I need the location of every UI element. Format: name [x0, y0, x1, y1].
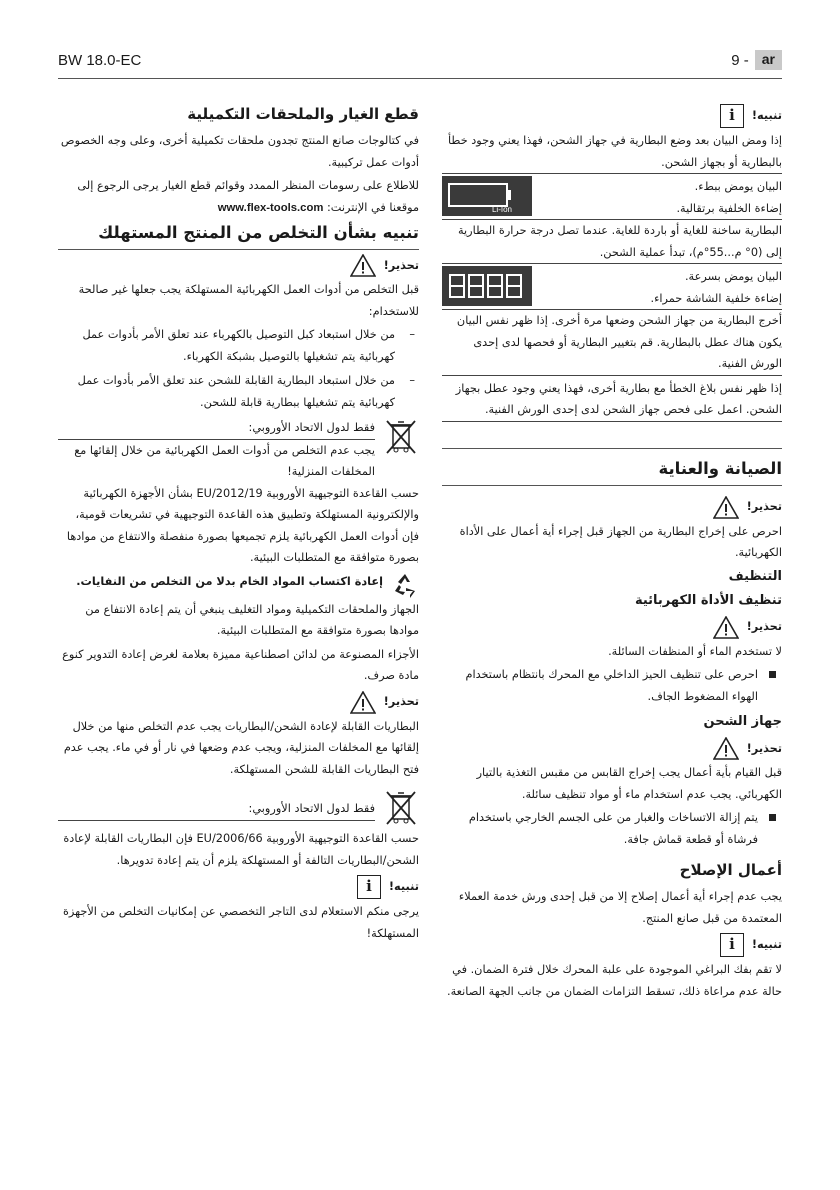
recycle-text-1: الجهاز والملحقات التكميلية ومواد التغليف ينبغي أن يتم إعادة الانتفاع من موادها بصورة متوافقة مع المتطلبات البيئية.	[85, 602, 419, 637]
clean-warning-header	[442, 616, 782, 639]
info-icon: i	[720, 933, 744, 957]
maintenance-warning-header	[442, 496, 782, 519]
header-rule	[58, 78, 782, 79]
battery-warning-text: البطاريات القابلة لإعادة الشحن/البطاريات يجب عدم التخلص منها من خلال إلقائها مع المخلفات المنزلية، ويجب عدم وضعها في نار أو في ماء. يجب عدم فتح البطاريات القابلة للشحن المستهلكة.	[63, 719, 419, 776]
list-item: – من خلال استبعاد كبل التوصيل بالكهرباء عند تعلق الأمر بأدوات عمل كهربائية يتم تشغيلها بالتوصيل بشبكة الكهرباء.	[82, 328, 415, 363]
repair-title: أعمال الإصلاح	[679, 861, 782, 879]
eu-battery-note	[58, 788, 419, 828]
spare-parts-title: قطع الغيار والملحقات التكميلية	[187, 105, 419, 123]
error-display-icon	[442, 266, 532, 306]
warning-triangle-icon	[713, 496, 739, 519]
divider	[58, 249, 419, 250]
info-icon: i	[720, 104, 744, 128]
eu-only-label: فقط لدول الاتحاد الأوروبي:	[58, 417, 375, 440]
right-column	[442, 100, 782, 1004]
info-icon: i	[357, 875, 381, 899]
no-water-text: لا تستخدم الماء أو المنظفات السائلة.	[608, 644, 782, 658]
battery-display-icon	[442, 176, 532, 216]
disposal-intro: قبل التخلص من أدوات العمل الكهربائية المستهلكة يجب جعلها غير صالحة للاستخدام:	[78, 283, 419, 318]
charger-warning-header	[442, 737, 782, 760]
left-column	[58, 100, 419, 946]
disposal-warning	[58, 254, 419, 277]
warning-triangle-icon	[350, 691, 376, 714]
list-item: يتم إزالة الاتساخات والغبار من على الجسم الخارجي باستخدام فرشاة أو قطعة قماش جافة.	[442, 807, 782, 850]
warning-label: تحذير!	[746, 620, 782, 634]
repair-note-text: لا تقم بفك البراغي الموجودة على علبة المحرك خلال فترة الضمان. في حالة عدم مراعاة ذلك، تسقط التزامات الضمان من جانب الجهة الصانعة.	[447, 963, 782, 998]
warning-label: تحذير!	[383, 695, 419, 709]
clean-tool-title: تنظيف الأداة الكهربائية	[634, 592, 782, 608]
other-battery-text: إذا ظهر نفس بلاغ الخطأ مع بطارية أخرى، فهذا يعني وجود عطل بجهاز الشحن. اعمل على فحص جهاز الشحن لدى إحدى الورش الفنية.	[442, 378, 782, 422]
charger-note-text: إذا ومض البيان بعد وضع البطارية في جهاز الشحن، فهذا يعني وجود خطأ بالبطارية أو بجهاز الشحن.	[442, 130, 782, 174]
warning-label: تحذير!	[746, 500, 782, 514]
spare-parts-text-2: للاطلاع على رسومات المنظر الممدد وقوائم قطع الغيار يرجى الرجوع إلى موقعنا في الإنترنت: www.flex-tools.com	[77, 179, 419, 214]
orange-backlight-text: إضاءة الخلفية برتقالية.	[676, 201, 782, 215]
battery-directive: حسب القاعدة التوجيهية الأوروبية 2006/66/EU فإن البطاريات القابلة لإعادة الشحن/البطاريات التالفة أو المستهلكة يلزم أن يتم إعادة تدويرها.	[63, 832, 419, 867]
warning-triangle-icon	[713, 616, 739, 639]
eu-household-note: يجب عدم التخلص من أدوات العمل الكهربائية من خلال إلقائها مع المخلفات المنزلية!	[74, 443, 375, 478]
charger-title: جهاز الشحن	[703, 714, 782, 729]
maintenance-title: الصيانة والعناية	[658, 458, 782, 478]
red-backlight-text: إضاءة خلفية الشاشة حمراء.	[650, 291, 782, 305]
recycle-icon	[391, 571, 419, 599]
slow-blink-row	[442, 176, 782, 220]
warning-label: تحذير!	[746, 741, 782, 755]
page-number: 9 -	[731, 51, 749, 69]
li-ion-label: Li-Ion	[491, 205, 512, 214]
warning-triangle-icon	[350, 254, 376, 277]
fast-blink-text: البيان يومض بسرعة.	[684, 270, 782, 283]
website-url: www.flex-tools.com	[217, 201, 324, 214]
slow-blink-text: البيان يومض ببطء.	[694, 180, 782, 193]
eu-only-label: فقط لدول الاتحاد الأوروبي:	[58, 798, 375, 821]
list-item: – من خلال استبعاد البطارية القابلة للشحن عند تعلق الأمر بأدوات عمل كهربائية يتم تشغيلها ببطارية قابلة للشحن.	[77, 374, 415, 409]
recycle-title: إعادة اكتساب المواد الخام بدلا من التخلص من النفايات.	[76, 574, 383, 588]
charger-warning-text: قبل القيام بأية أعمال يجب إخراج القابس من مقبس التغذية بالتيار الكهربائي. يجب عدم استخدام ماء أو مواد تنظيف سائلة.	[476, 766, 782, 801]
note-label: تنبيه!	[751, 109, 782, 123]
model-name: BW 18.0-EC	[58, 52, 142, 69]
note-label: تنبيه!	[388, 880, 419, 894]
warning-triangle-icon	[713, 737, 739, 760]
recycle-text-2: الأجزاء المصنوعة من لدائن اصطناعية مميزة بعلامة لغرض إعادة التدوير كنوع مادة صرف.	[62, 647, 419, 682]
crossed-bin-icon	[383, 788, 419, 828]
dealer-note-text: يرجى منكم الاستعلام لدى التاجر التخصصي عن إمكانيات التخلص من الأجهزة المستهلكة!	[63, 905, 419, 940]
disposal-list	[58, 324, 419, 413]
language-badge: ar	[755, 50, 782, 70]
dealer-note-header	[58, 875, 419, 899]
divider	[442, 485, 782, 486]
note-label: تنبيه!	[751, 938, 782, 952]
page-indicator	[731, 50, 782, 70]
warning-label: تحذير!	[383, 258, 419, 272]
list-item: احرص على تنظيف الحيز الداخلي مع المحرك بانتظام باستخدام الهواء المضغوط الجاف.	[442, 664, 782, 707]
repair-note-header	[442, 933, 782, 957]
charger-note-header	[442, 104, 782, 128]
fast-blink-row	[442, 266, 782, 310]
remove-battery-text: أخرج البطارية من جهاز الشحن وضعها مرة أخرى. إذا ظهر نفس البيان يكون هناك عطل بالبطارية. قم بتغيير البطارية أو فحصها لدى إحدى الورش الفنية.	[442, 310, 782, 376]
crossed-bin-icon	[383, 417, 419, 457]
disposal-title: تنبيه بشأن التخلص من المنتج المستهلك	[98, 223, 419, 242]
maintenance-warning-text: احرص على إخراج البطارية من الجهاز قبل إجراء أية أعمال على الأداة الكهربائية.	[459, 524, 782, 559]
spare-parts-text-1: في كتالوجات صانع المنتج تجدون ملحقات تكميلية أخرى، وعلى وجه الخصوص أدوات عمل تركيبية.	[60, 134, 419, 169]
temperature-text: البطارية ساخنة للغاية أو باردة للغاية. عندما تصل درجة حرارة البطارية إلى (0° م...55°م)، تبدأ عملية الشحن.	[442, 220, 782, 264]
charger-list	[442, 807, 782, 850]
eu-disposal-note	[58, 417, 419, 483]
battery-warning-header	[58, 691, 419, 714]
recycle-title-row	[58, 571, 419, 599]
divider	[442, 448, 782, 449]
clean-list	[442, 664, 782, 707]
weee-directive: حسب القاعدة التوجيهية الأوروبية 2012/19/EU بشأن الأجهزة الكهربائية والإلكترونية المستهلكة وتطبيق هذه القاعدة التوجيهية في تشريعات قومية، فإن أدوات العمل الكهربائية يلزم تجميعها بصورة منفصلة والانتفاع من موادها بصورة متوافقة مع المتطلبات البيئية.	[66, 486, 419, 564]
repair-text: يجب عدم إجراء أية أعمال إصلاح إلا من قبل إحدى ورش خدمة العملاء المعتمدة من قبل صانع المنتج.	[458, 890, 782, 925]
cleaning-title: التنظيف	[728, 568, 782, 584]
